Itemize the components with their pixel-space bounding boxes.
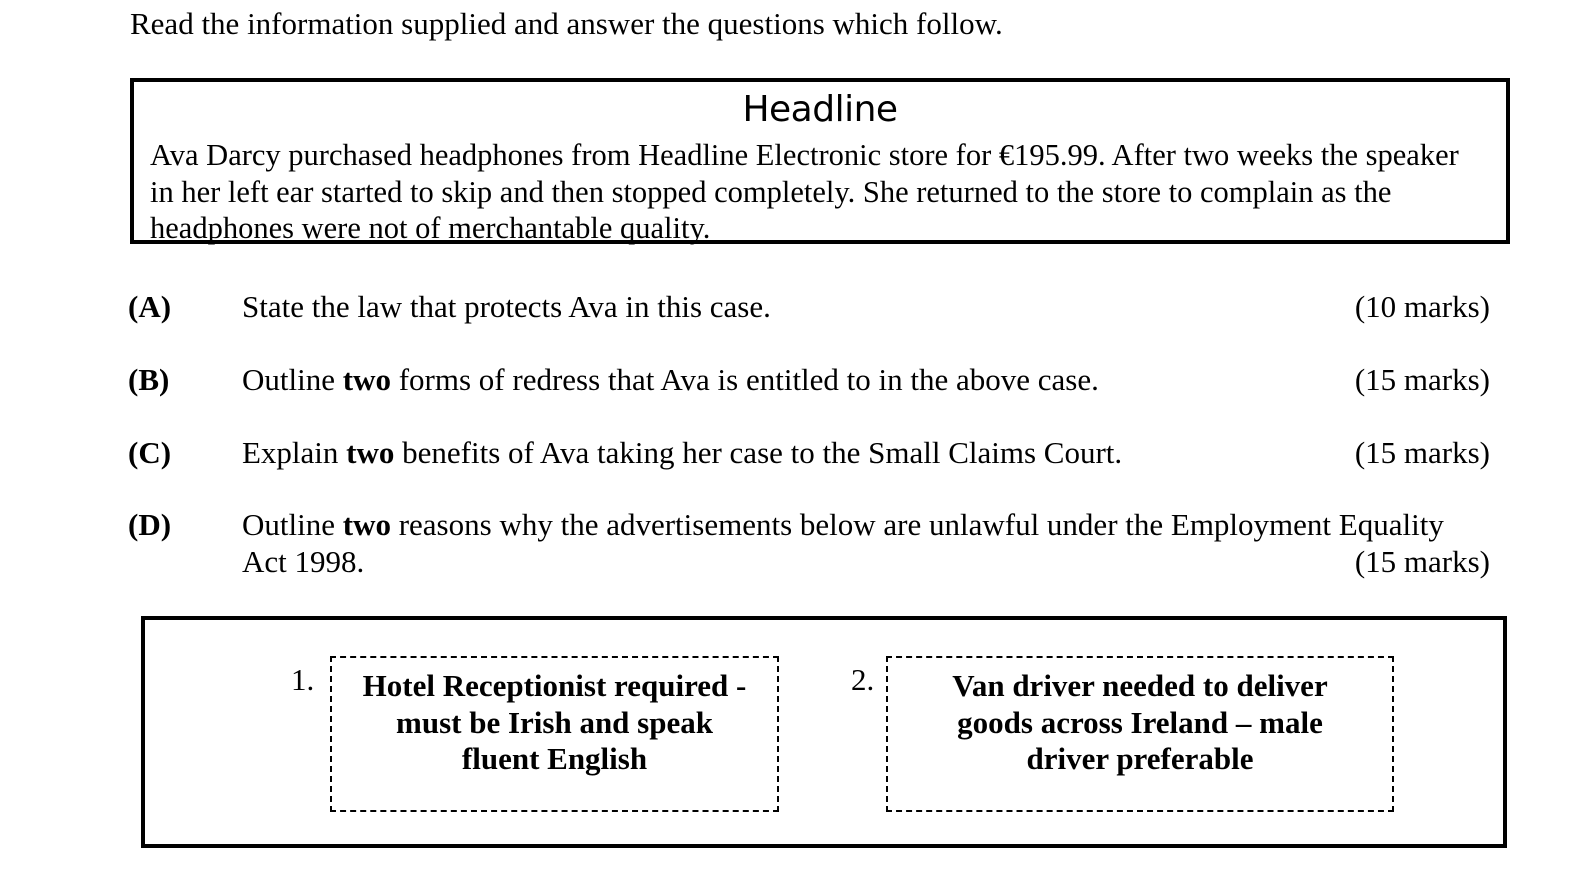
ad-number: 2.: [851, 662, 875, 697]
question-text-end: reasons why the advertisements below are unlawful under the Employment Equality Act 1998.: [242, 507, 1444, 579]
question-text: [242, 362, 1490, 399]
question-emphasis: two: [342, 362, 391, 397]
question-label: (A): [128, 289, 172, 324]
question-label: (C): [128, 435, 172, 470]
question-text: [242, 289, 1490, 326]
question-text: [242, 507, 1490, 580]
case-study-box: [130, 78, 1510, 244]
question-text-end: forms of redress that Ava is entitled to in the above case.: [390, 362, 1099, 397]
question-text-start: Explain: [242, 435, 347, 470]
advertisements-box: [141, 616, 1507, 848]
case-title: Headline: [742, 89, 898, 130]
question-label: (D): [128, 507, 172, 542]
question-marks: (10 marks): [1354, 289, 1490, 324]
question-emphasis: two: [342, 507, 391, 542]
question-text-start: State the law that protects Ava in this case.: [242, 289, 771, 324]
case-text: Ava Darcy purchased headphones from Headline Electronic store for €195.99. After two weeks the speaker in her left ear started to skip and then stopped completely. She returned to the store to complain as the headphones were not of merchantable quality.: [150, 138, 1459, 245]
question-text-start: Outline: [242, 507, 343, 542]
question-label: (B): [128, 362, 170, 397]
question-text-start: Outline: [242, 362, 343, 397]
advertisement-1: [330, 656, 779, 812]
question-text: [242, 435, 1490, 472]
question-marks: (15 marks): [1354, 362, 1490, 397]
question-text-end: benefits of Ava taking her case to the Small Claims Court.: [394, 435, 1123, 470]
ad-number: 1.: [291, 662, 315, 697]
advertisement-2: [886, 656, 1394, 812]
ad-text: Hotel Receptionist required - must be Irish and speak fluent English: [362, 668, 747, 776]
question-marks: (15 marks): [1354, 543, 1490, 579]
ad-text: Van driver needed to deliver goods across Ireland – male driver preferable: [952, 668, 1328, 776]
instruction-text: Read the information supplied and answer the questions which follow.: [130, 6, 1003, 41]
question-marks: (15 marks): [1354, 435, 1490, 470]
question-emphasis: two: [346, 435, 395, 470]
